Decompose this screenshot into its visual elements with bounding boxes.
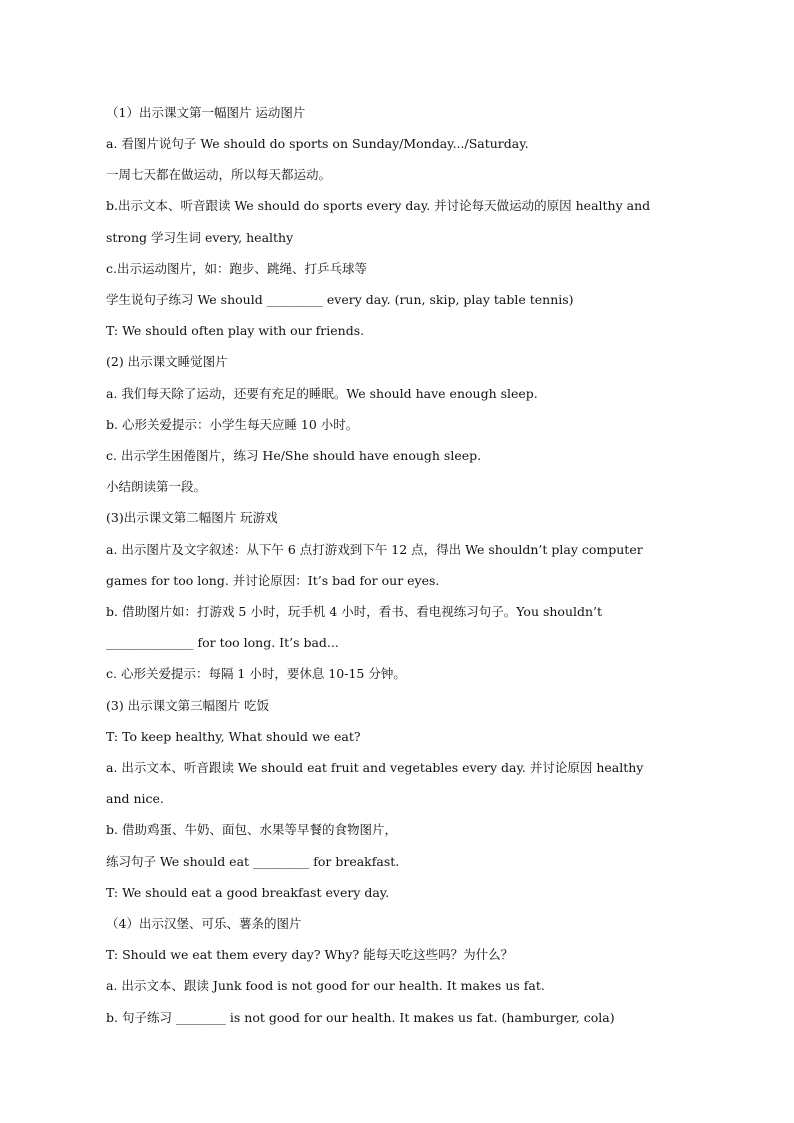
section-3-heading: (3)出示课文第二幅图片 玩游戏 bbox=[106, 510, 278, 525]
text-line: T: Should we eat them every day? Why? 能每天吃这些吗？为什么？ bbox=[106, 947, 514, 962]
text-line: and nice. bbox=[106, 791, 164, 806]
text-line: b. 借助图片如：打游戏 5 小时，玩手机 4 小时，看书、看电视练习句子。You shouldn’t bbox=[106, 604, 603, 619]
text-line: T: We should eat a good breakfast every day. bbox=[106, 885, 390, 900]
section-4-heading: （4）出示汉堡、可乐、薯条的图片 bbox=[106, 916, 302, 931]
text-line: a. 我们每天除了运动，还要有充足的睡眠。We should have enough sleep. bbox=[106, 386, 538, 401]
text-line: 练习句子 We should eat _________ for breakfast. bbox=[106, 854, 400, 869]
text-line: T: We should often play with our friends. bbox=[106, 323, 365, 338]
text-line: games for too long. 并讨论原因：It’s bad for our eyes. bbox=[106, 573, 440, 588]
text-line: c.出示运动图片，如：跑步、跳绳、打乒乓球等 bbox=[106, 261, 367, 276]
text-line: 一周七天都在做运动，所以每天都运动。 bbox=[106, 167, 332, 182]
text-line: 小结朗读第一段。 bbox=[106, 479, 207, 494]
text-line: b. 心形关爱提示：小学生每天应睡 10 小时。 bbox=[106, 417, 359, 432]
text-line: T: To keep healthy, What should we eat? bbox=[106, 729, 361, 744]
text-line: ______________ for too long. It’s bad... bbox=[106, 635, 339, 650]
text-line: 学生说句子练习 We should _________ every day. (run, skip, play table tennis) bbox=[106, 292, 574, 307]
text-line: b. 借助鸡蛋、牛奶、面包、水果等早餐的食物图片， bbox=[106, 822, 397, 837]
text-line: a. 出示文本、跟读 Junk food is not good for our health. It makes us fat. bbox=[106, 978, 545, 993]
section-1-heading: （1）出示课文第一幅图片 运动图片 bbox=[106, 105, 306, 120]
section-2-heading: (2) 出示课文睡觉图片 bbox=[106, 354, 228, 369]
text-line: strong 学习生词 every, healthy bbox=[106, 230, 294, 245]
section-3b-heading: (3) 出示课文第三幅图片 吃饭 bbox=[106, 698, 270, 713]
text-line: b. 句子练习 ________ is not good for our health. It makes us fat. (hamburger, cola) bbox=[106, 1010, 615, 1025]
text-line: b.出示文本、听音跟读 We should do sports every day. 并讨论每天做运动的原因 healthy and bbox=[106, 198, 651, 213]
text-line: c. 心形关爱提示：每隔 1 小时，要休息 10-15 分钟。 bbox=[106, 666, 406, 681]
text-line: a. 出示图片及文字叙述：从下午 6 点打游戏到下午 12 点，得出 We shouldn’t play computer bbox=[106, 542, 643, 557]
text-line: c. 出示学生困倦图片，练习 He/She should have enough sleep. bbox=[106, 448, 482, 463]
text-line: a. 看图片说句子 We should do sports on Sunday/Monday.../Saturday. bbox=[106, 136, 529, 151]
text-line: a. 出示文本、听音跟读 We should eat fruit and vegetables every day. 并讨论原因 healthy bbox=[106, 760, 644, 775]
